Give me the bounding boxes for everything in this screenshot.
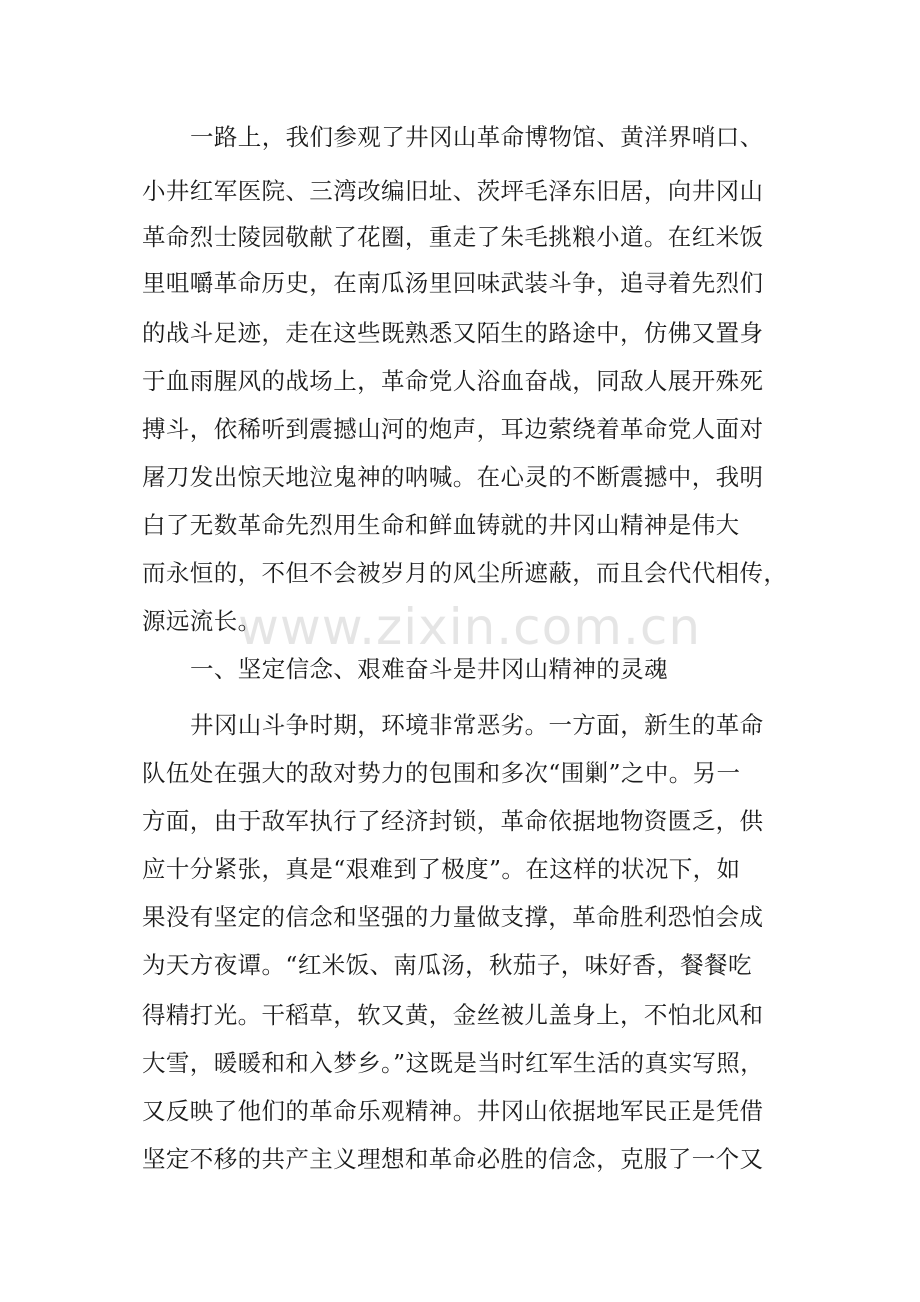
text-line-1: 一路上，我们参观了井冈山革命博物馆、黄洋界哨口、 [190, 123, 764, 151]
text-line-21: 又反映了他们的革命乐观精神。井冈山依据地军民正是凭借 [142, 1097, 764, 1125]
text-line-17: 果没有坚定的信念和坚强的力量做支撑，革命胜利恐怕会成 [142, 903, 764, 931]
text-line-5: 的战斗足迹，走在这些既熟悉又陌生的路途中，仿佛又置身 [142, 319, 764, 347]
section-heading: 一、坚定信念、艰难奋斗是井冈山精神的灵魂 [190, 655, 668, 683]
watermark: www.zixin.com.cn [238, 598, 702, 656]
text-line-10: 而永恒的，不但不会被岁月的风尘所遮蔽，而且会代代相传， [142, 559, 788, 587]
text-line-8: 屠刀发出惊天地泣鬼神的呐喊。在心灵的不断震撼中，我明 [142, 463, 764, 491]
text-line-7: 搏斗，依稀听到震撼山河的炮声，耳边萦绕着革命党人面对 [142, 415, 764, 443]
text-line-9: 白了无数革命先烈用生命和鲜血铸就的井冈山精神是伟大 [142, 511, 740, 539]
text-line-11: 源远流长。 [142, 607, 262, 635]
text-line-6: 于血雨腥风的战场上，革命党人浴血奋战，同敌人展开殊死 [142, 367, 764, 395]
text-line-14: 队伍处在强大的敌对势力的包围和多次“围剿”之中。另一 [142, 759, 741, 787]
text-line-13: 井冈山斗争时期，环境非常恶劣。一方面，新生的革命 [190, 711, 764, 739]
text-line-3: 革命烈士陵园敬献了花圈，重走了朱毛挑粮小道。在红米饭 [142, 223, 764, 251]
text-line-19: 得精打光。干稻草，软又黄，金丝被儿盖身上，不怕北风和 [142, 1001, 764, 1029]
text-line-4: 里咀嚼革命历史，在南瓜汤里回味武装斗争，追寻着先烈们 [142, 269, 764, 297]
text-line-16: 应十分紧张，真是“艰难到了极度”。在这样的状况下，如 [142, 855, 741, 883]
text-line-18: 为天方夜谭。“红米饭、南瓜汤，秋茄子，味好香，餐餐吃 [142, 951, 752, 979]
text-line-20: 大雪，暖暖和和入梦乡。”这既是当时红军生活的真实写照， [142, 1049, 765, 1077]
text-line-15: 方面，由于敌军执行了经济封锁，革命依据地物资匮乏，供 [142, 807, 764, 835]
text-line-22: 坚定不移的共产主义理想和革命必胜的信念，克服了一个又 [142, 1145, 764, 1173]
text-line-2: 小井红军医院、三湾改编旧址、茨坪毛泽东旧居，向井冈山 [142, 177, 764, 205]
